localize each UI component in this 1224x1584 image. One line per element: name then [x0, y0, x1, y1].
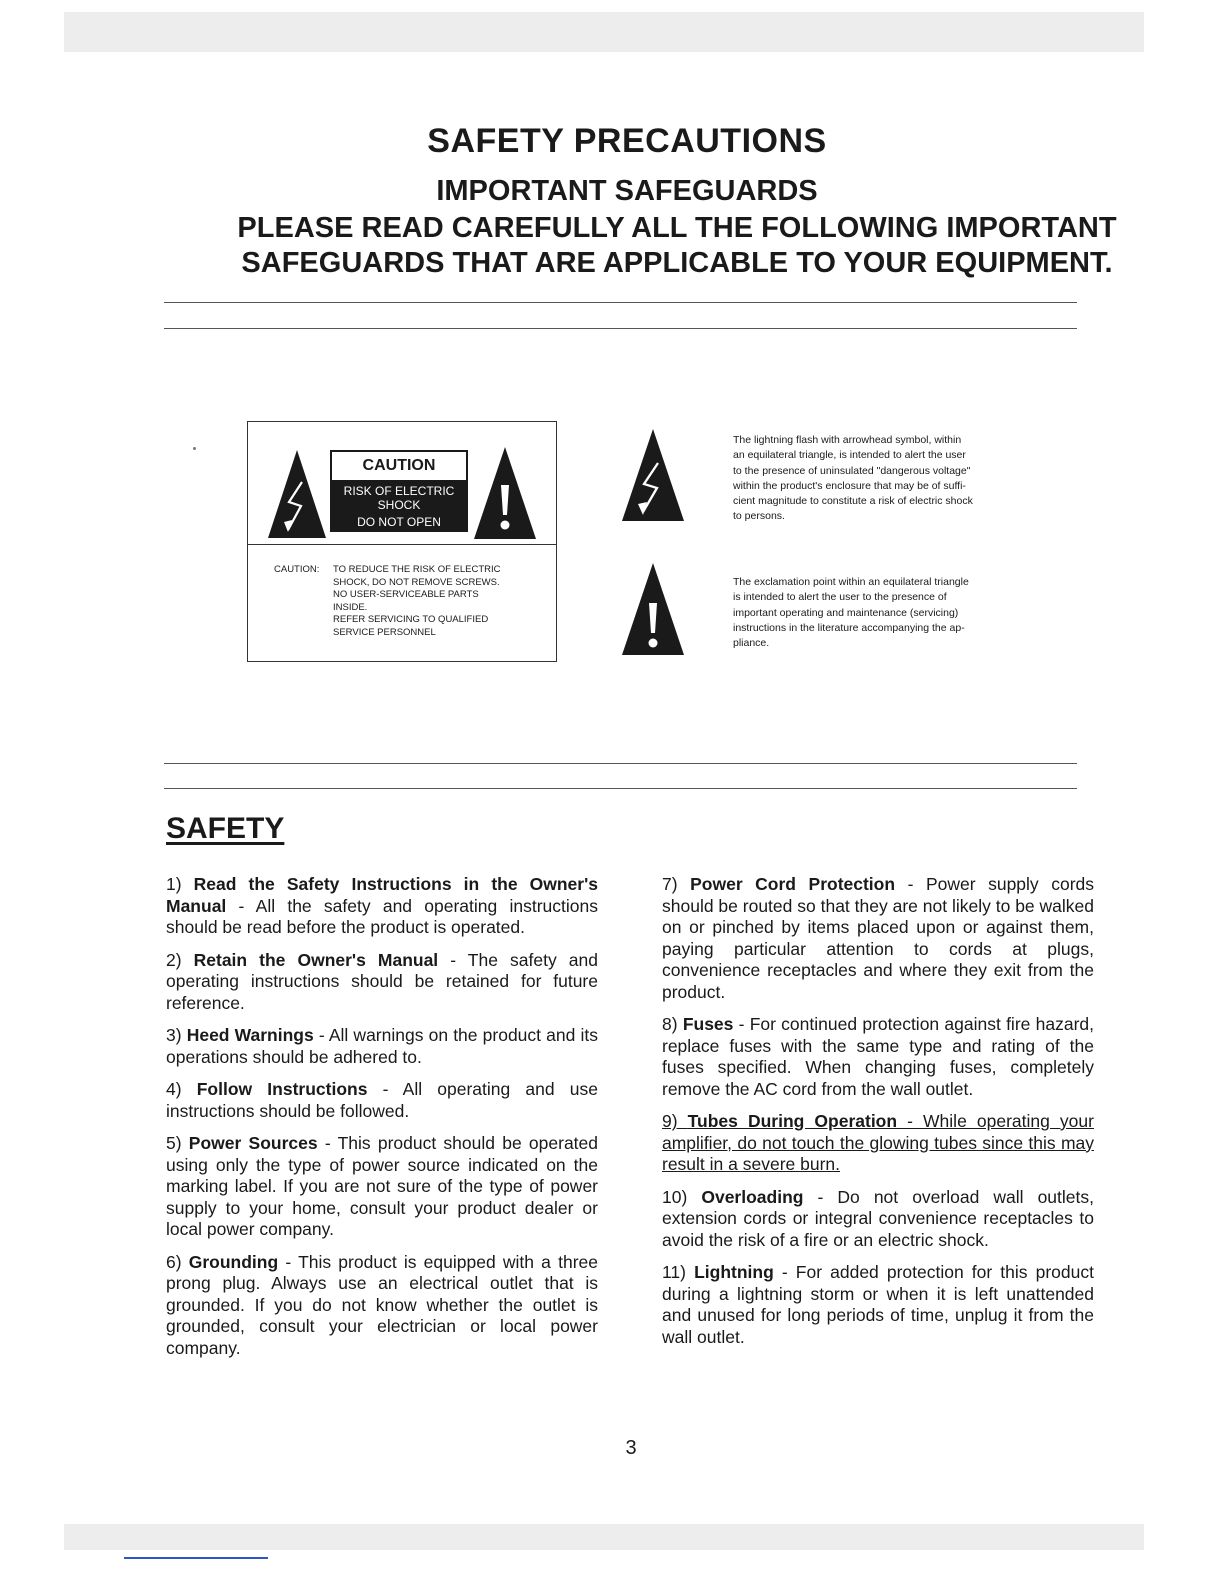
safety-item: 5) Power Sources - This product should be operated using only the type of power source indicated on the marking label. If you are not sure of the type of power supply to your home, consult your product dealer or local power company. [166, 1133, 598, 1239]
divider [164, 302, 1077, 303]
lightning-description [733, 433, 1038, 525]
scan-speck [193, 447, 196, 450]
caution-note-line: INSIDE. [333, 601, 368, 613]
description-line: The exclamation point within an equilateral triangle [733, 576, 969, 588]
page-number: 3 [625, 1437, 637, 1459]
description-line: is intended to alert the user to the presence of [733, 591, 947, 604]
scan-margin-top [64, 12, 1144, 52]
description-line: to the presence of uninsulated "dangerous voltage" [733, 464, 971, 477]
safety-item: 8) Fuses - For continued protection against fire hazard, replace fuses with the same type and rating of the fuses specified. When changing fuses, completely remove the AC cord from the wall outlet. [662, 1014, 1094, 1099]
exclamation-triangle-icon [474, 447, 536, 539]
caution-note-lead: CAUTION: [274, 564, 320, 575]
divider [164, 328, 1077, 329]
safety-item: 11) Lightning - For added protection for this product during a lightning storm or when it is left unattended and unused for long periods of time, unplug it from the wall outlet. [662, 1262, 1094, 1347]
exclamation-description [733, 575, 1038, 651]
caution-note-line: SHOCK, DO NOT REMOVE SCREWS. [333, 576, 500, 588]
exclamation-symbol-icon [622, 563, 684, 655]
safety-item-tubes-warning: 9) Tubes During Operation - While operating your amplifier, do not touch the glowing tubes since this may result in a severe burn. [662, 1111, 1094, 1174]
description-line: instructions in the literature accompanying the ap- [733, 621, 965, 634]
description-line: to persons. [733, 510, 785, 523]
safety-item: 3) Heed Warnings - All warnings on the product and its operations should be adhered to. [166, 1025, 598, 1067]
instruction-line-2: SAFEGUARDS THAT ARE APPLICABLE TO YOUR EQUIPMENT. [241, 247, 1113, 279]
safety-item: 1) Read the Safety Instructions in the Owner's Manual - All the safety and operating instructions should be read before the product is operated. [166, 874, 598, 937]
divider [164, 763, 1077, 764]
risk-text [330, 484, 468, 512]
safety-item: 2) Retain the Owner's Manual - The safety and operating instructions should be retained for future reference. [166, 949, 598, 1013]
description-line: an equilateral triangle, is intended to alert the user [733, 449, 966, 462]
risk-line-2: SHOCK [377, 498, 421, 512]
description-line: cient magnitude to constitute a risk of electric shock [733, 495, 973, 508]
safety-column-right [662, 874, 1094, 1359]
safety-item: 10) Overloading - Do not overload wall outlets, extension cords or integral convenience receptacles to avoid the risk of a fire or an electric shock. [662, 1186, 1094, 1250]
safety-item: 6) Grounding - This product is equipped with a three prong plug. Always use an electrical outlet that is grounded. If you do not know whether the outlet is grounded, consult your electrician or local power company. [166, 1251, 598, 1358]
instruction-line-1: PLEASE READ CAREFULLY ALL THE FOLLOWING IMPORTANT [237, 212, 1117, 244]
description-line: important operating and maintenance (servicing) [733, 606, 959, 619]
caution-note-line: REFER SERVICING TO QUALIFIED [333, 614, 489, 625]
lightning-symbol-icon [622, 429, 684, 521]
safety-item: 7) Power Cord Protection - Power supply cords should be routed so that they are not likely to be walked on or pinched by items placed upon or against them, paying particular attention to cords at plugs, convenience receptacles and where they exit from the product. [662, 874, 1094, 1002]
caution-note-line: TO REDUCE THE RISK OF ELECTRIC [333, 564, 501, 575]
scan-artifact-line [124, 1557, 268, 1559]
lightning-triangle-icon [268, 450, 326, 538]
safety-heading: SAFETY [166, 812, 285, 845]
description-line: within the product's enclosure that may be of suffi- [733, 479, 966, 492]
caution-note-line: SERVICE PERSONNEL [333, 626, 436, 638]
caution-label-graphic [248, 422, 556, 545]
scan-margin-bottom [64, 1524, 1144, 1550]
risk-line-1: RISK OF ELECTRIC [343, 484, 455, 498]
caution-note-line: NO USER-SERVICEABLE PARTS [333, 589, 479, 600]
description-line: The lightning flash with arrowhead symbol, within [733, 434, 962, 446]
safety-item: 4) Follow Instructions - All operating and use instructions should be followed. [166, 1079, 598, 1121]
caution-label-panel [247, 421, 557, 662]
do-not-open-text: DO NOT OPEN [357, 515, 441, 529]
caution-plate [330, 450, 468, 532]
page-subtitle: IMPORTANT SAFEGUARDS [436, 175, 818, 207]
description-line: pliance. [733, 637, 770, 650]
caution-word: CAUTION [332, 452, 466, 480]
safety-column-left [166, 874, 598, 1370]
divider [164, 788, 1077, 789]
page-title: SAFETY PRECAUTIONS [427, 122, 827, 160]
